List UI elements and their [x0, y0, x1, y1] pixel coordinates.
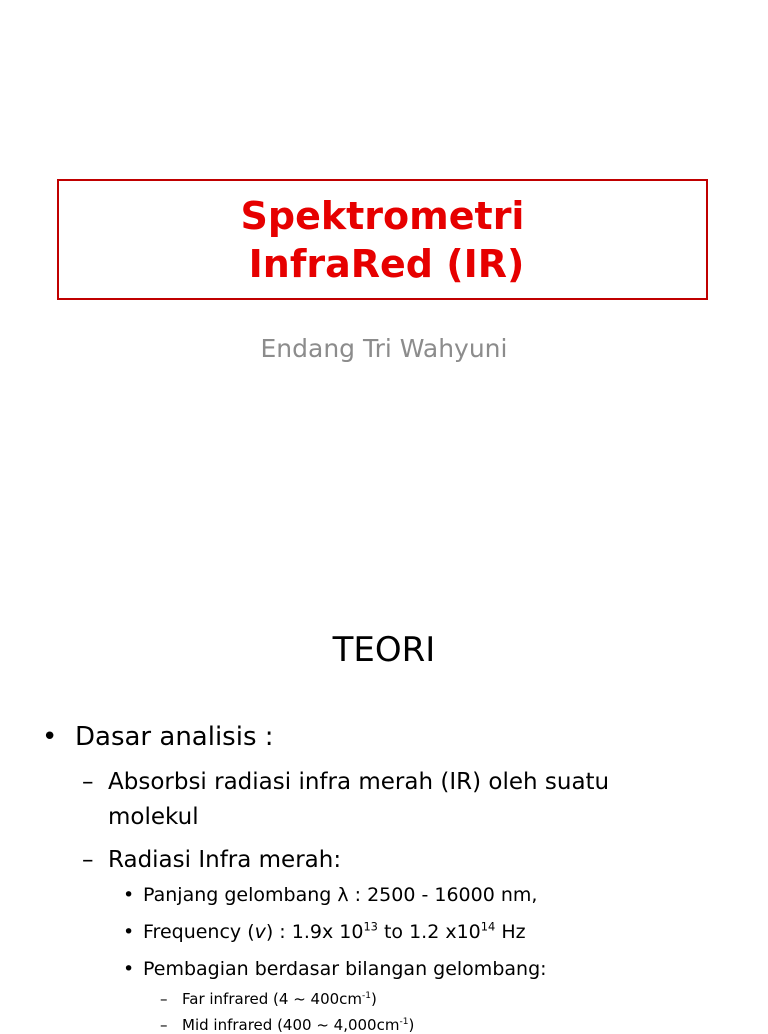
dash-icon: –	[82, 847, 94, 873]
freq-symbol: v	[254, 921, 266, 943]
freq-mid: to 1.2 x10	[377, 921, 481, 943]
bullet-dasar-analisis: Dasar analisis :	[75, 722, 274, 752]
mid-ir-exp: -1	[399, 1017, 409, 1027]
dash-icon: –	[160, 1016, 168, 1034]
bullet-dot-icon: •	[42, 722, 58, 752]
slide-heading: TEORI	[332, 630, 436, 670]
title-line-1: Spektrometri	[240, 193, 525, 238]
title-box	[57, 179, 708, 300]
item-frequency	[143, 921, 526, 943]
freq-exp-2: 14	[480, 919, 496, 934]
mid-ir-text: Mid infrared (400 ~ 4,000cm	[182, 1016, 400, 1034]
mid-ir-close: )	[408, 1016, 415, 1034]
teori-slide	[0, 576, 768, 1034]
freq-unit: Hz	[495, 921, 526, 943]
far-ir-exp: -1	[362, 991, 372, 1001]
freq-label: Frequency (	[143, 921, 255, 943]
dash-icon: –	[160, 990, 168, 1008]
item-wavelength: Panjang gelombang λ : 2500 - 16000 nm,	[143, 884, 538, 906]
bullet-content	[0, 576, 768, 1034]
item-far-infrared	[182, 990, 377, 1008]
bullet-dot-icon: •	[123, 921, 135, 943]
sub-absorbsi-line-1: Absorbsi radiasi infra merah (IR) oleh suatu	[108, 769, 610, 795]
sub-absorbsi-line-2: molekul	[108, 804, 199, 830]
author-subtitle: Endang Tri Wahyuni	[260, 334, 508, 363]
far-ir-close: )	[371, 990, 377, 1008]
bullet-dot-icon: •	[123, 884, 135, 906]
far-ir-text: Far infrared (4 ~ 400cm	[182, 990, 363, 1008]
freq-exp-1: 13	[363, 919, 378, 934]
freq-sep: ) : 1.9x 10	[265, 921, 364, 943]
item-pembagian: Pembagian berdasar bilangan gelombang:	[143, 958, 547, 980]
dash-icon: –	[82, 769, 94, 795]
sub-radiasi: Radiasi Infra merah:	[108, 847, 342, 873]
item-mid-infrared	[182, 1016, 414, 1034]
title-line-2: InfraRed (IR)	[248, 241, 525, 286]
bullet-dot-icon: •	[123, 958, 135, 980]
